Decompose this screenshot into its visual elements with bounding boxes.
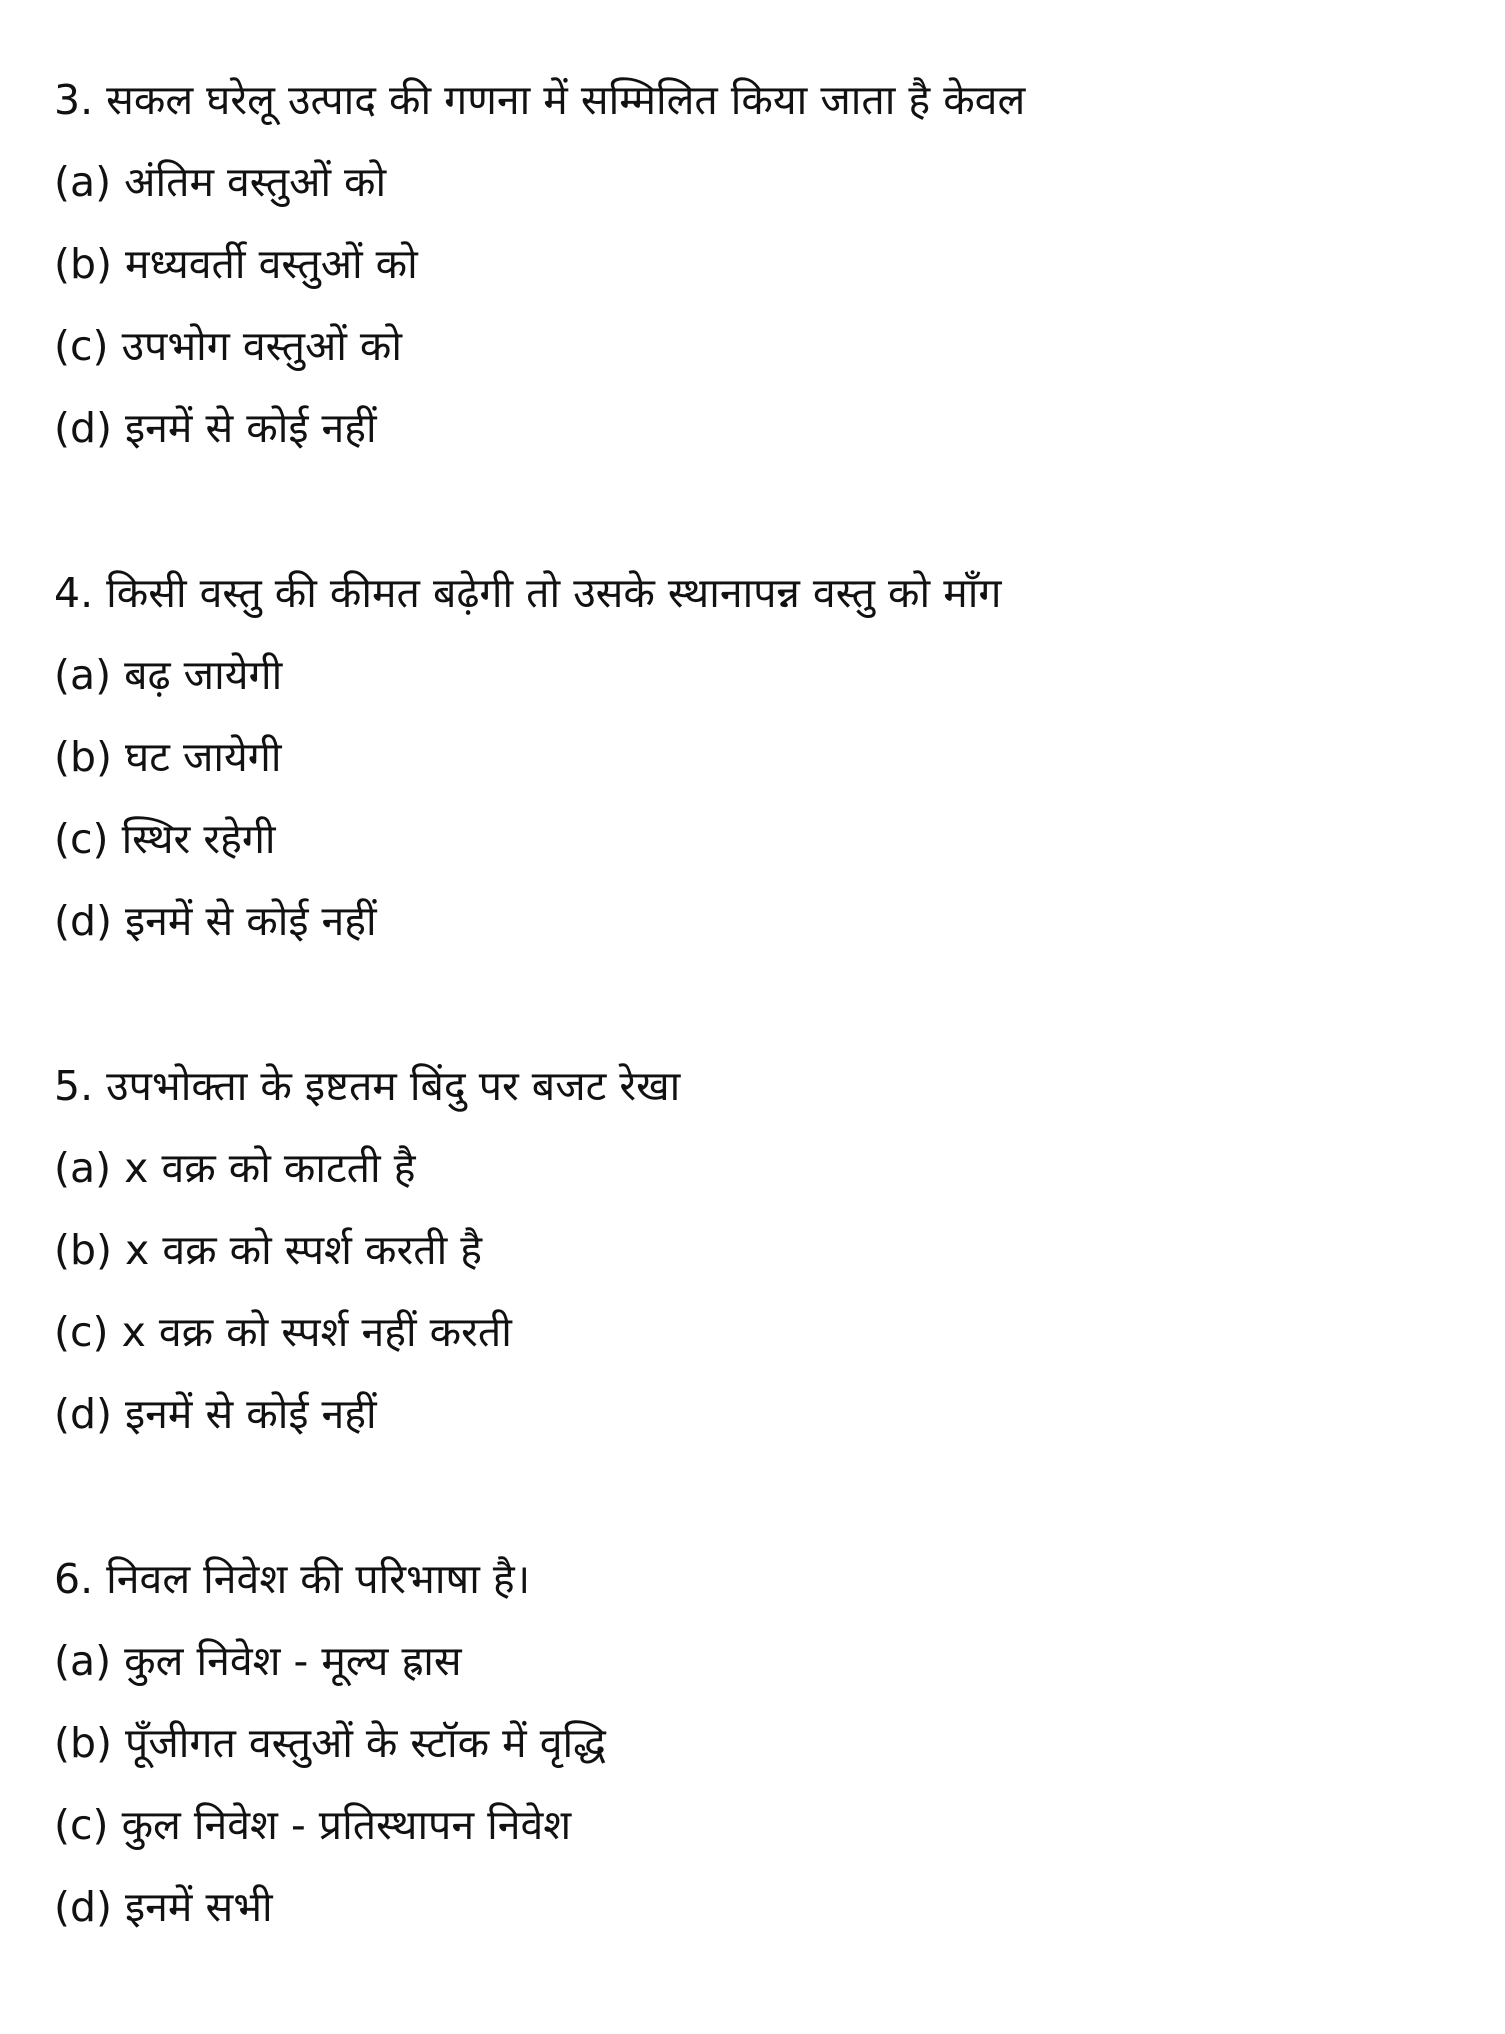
option-d: (d) इनमें से कोई नहीं [54,897,377,945]
option-b: (b) x वक्र को स्पर्श करती है [54,1226,483,1274]
option-c: (c) उपभोग वस्तुओं को [54,322,403,370]
option-a: (a) कुल निवेश - मूल्य ह्रास [54,1637,462,1685]
option-c: (c) x वक्र को स्पर्श नहीं करती [54,1308,512,1356]
option-c: (c) कुल निवेश - प्रतिस्थापन निवेश [54,1801,572,1849]
option-b: (b) घट जायेगी [54,733,282,781]
option-b: (b) मध्यवर्ती वस्तुओं को [54,240,418,288]
question-text: 4. किसी वस्तु की कीमत बढ़ेगी तो उसके स्थानापन्न वस्तु को माँग [54,569,1002,617]
option-a: (a) x वक्र को काटती है [54,1144,416,1192]
question-text: 3. सकल घरेलू उत्पाद की गणना में सम्मिलित किया जाता है केवल [54,76,1026,124]
option-c: (c) स्थिर रहेगी [54,815,276,863]
option-d: (d) इनमें से कोई नहीं [54,404,377,452]
option-a: (a) बढ़ जायेगी [54,651,283,699]
option-a: (a) अंतिम वस्तुओं को [54,158,387,206]
option-d: (d) इनमें से कोई नहीं [54,1390,377,1438]
option-b: (b) पूँजीगत वस्तुओं के स्टॉक में वृद्धि [54,1719,606,1767]
question-text: 5. उपभोक्ता के इष्टतम बिंदु पर बजट रेखा [54,1062,681,1110]
option-d: (d) इनमें सभी [54,1883,273,1931]
question-text: 6. निवल निवेश की परिभाषा है। [54,1555,531,1603]
